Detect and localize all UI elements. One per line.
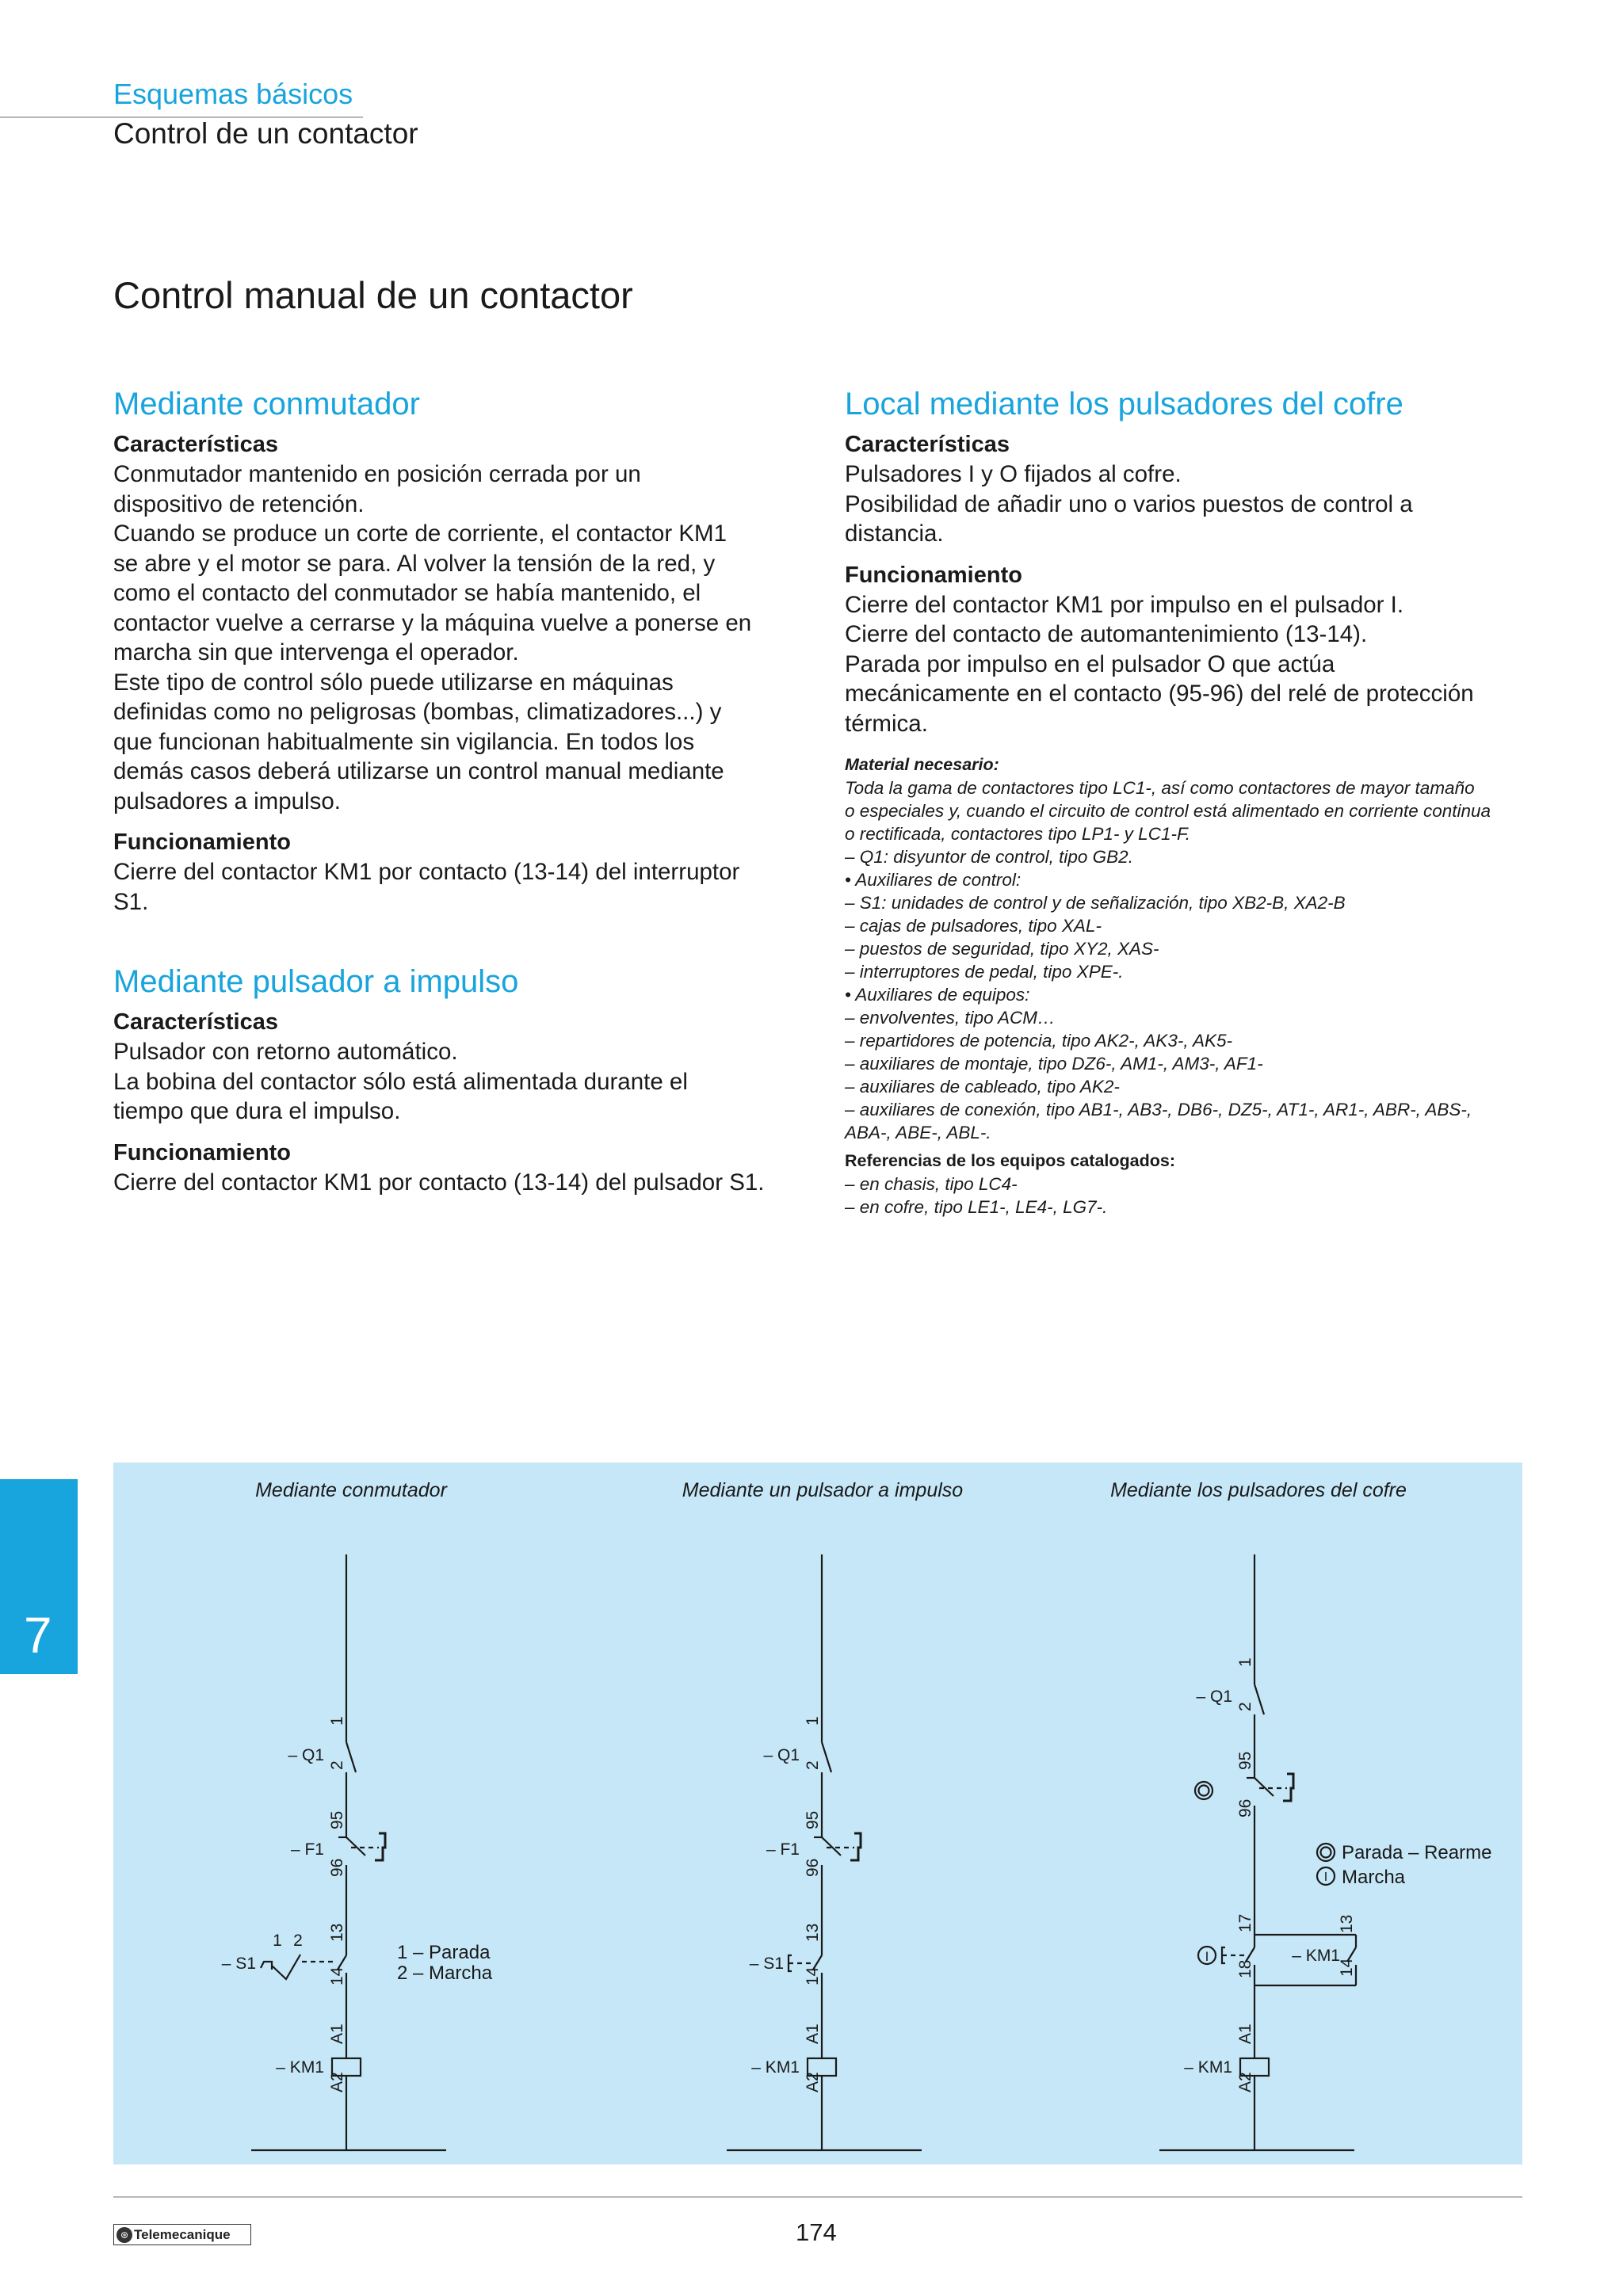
text-line: definidas como no peligrosas (bombas, climatizadores...) y <box>113 699 722 725</box>
caption-conmutador: Mediante conmutador <box>255 1479 447 1501</box>
terminal-a2: A2 <box>328 2072 346 2092</box>
caption-pulsador-impulso: Mediante un pulsador a impulso <box>682 1479 964 1501</box>
material-line: • Auxiliares de equipos: <box>845 985 1030 1005</box>
text-line: Cuando se produce un corte de corriente, el contactor KM1 <box>113 521 727 547</box>
chapter-number: 7 <box>24 1607 52 1664</box>
text-line: La bobina del contactor sólo está alimentada durante el <box>113 1068 688 1095</box>
label-q1: – Q1 <box>1196 1688 1232 1706</box>
material-line: ABA-, ABE-, ABL-. <box>845 1123 991 1142</box>
terminal-2: 2 <box>328 1760 346 1770</box>
text-line: Cierre del contactor KM1 por contacto (13-14) del pulsador S1. <box>113 1169 765 1196</box>
material-line: – repartidores de potencia, tipo AK2-, AK3-, AK5- <box>845 1031 1233 1051</box>
terminal-2: 2 <box>804 1760 822 1770</box>
switch-pos-1: 1 <box>273 1932 282 1950</box>
material-line: o especiales y, cuando el circuito de control está alimentado en corriente continua <box>845 801 1491 821</box>
terminal-13: 13 <box>328 1923 346 1942</box>
heading-funcionamiento: Funcionamiento <box>845 562 1022 588</box>
material-line: – Q1: disyuntor de control, tipo GB2. <box>845 847 1133 867</box>
heading-pulsador-impulso: Mediante pulsador a impulso <box>113 964 519 999</box>
f1-contact-blade <box>346 1837 365 1855</box>
terminal-13: 13 <box>804 1923 822 1942</box>
material-line: • Auxiliares de control: <box>845 870 1022 890</box>
f1-contact-blade <box>822 1837 841 1855</box>
terminal-96: 96 <box>328 1858 346 1877</box>
text-line: contactor vuelve a cerrarse y la máquina vuelve a ponerse en <box>113 609 752 636</box>
telemecanique-logo-icon: ⊛ <box>116 2227 132 2243</box>
q1-contact-blade <box>346 1742 356 1772</box>
text-line: térmica. <box>845 710 928 737</box>
label-s1: – S1 <box>221 1955 256 1973</box>
caption-pulsadores-cofre: Mediante los pulsadores del cofre <box>1110 1479 1407 1501</box>
terminal-1: 1 <box>328 1716 346 1726</box>
text-line: Cierre del contacto de automantenimiento (13-14). <box>845 621 1368 647</box>
text-line: se abre y el motor se para. Al volver la tensión de la red, y <box>113 550 716 577</box>
terminal-a2: A2 <box>1236 2072 1254 2092</box>
q1-contact-blade <box>1254 1684 1264 1714</box>
switch-pos-2: 2 <box>293 1932 303 1950</box>
diagram-panel <box>113 1463 1522 2164</box>
legend-stop-o <box>1321 1848 1331 1858</box>
label-km1: – KM1 <box>751 2058 800 2077</box>
label-km1-aux: – KM1 <box>1292 1947 1340 1965</box>
section-subtitle: Control de un contactor <box>113 117 418 150</box>
section-label: Esquemas básicos <box>113 78 353 110</box>
terminal-1: 1 <box>804 1716 822 1726</box>
text-line: distancia. <box>845 521 944 547</box>
terminal-14: 14 <box>1338 1958 1356 1977</box>
text-line: Cierre del contactor KM1 por contacto (13-14) del interruptor <box>113 859 740 885</box>
wiring-diagrams <box>113 1463 1522 2164</box>
start-symbol-i: I <box>1205 1949 1209 1964</box>
text-line: dispositivo de retención. <box>113 490 365 517</box>
reference-line: – en chasis, tipo LC4- <box>845 1174 1018 1194</box>
heading-caracteristicas: Características <box>113 1009 278 1035</box>
material-line: – cajas de pulsadores, tipo XAL- <box>845 916 1102 936</box>
legend-stop-circle <box>1317 1844 1335 1861</box>
terminal-a1: A1 <box>804 2023 822 2044</box>
legend-parada: 1 – Parada <box>397 1942 491 1963</box>
material-line: – S1: unidades de control y de señalización, tipo XB2-B, XA2-B <box>845 893 1346 913</box>
material-line: – interruptores de pedal, tipo XPE-. <box>845 962 1124 982</box>
terminal-96: 96 <box>1236 1798 1254 1817</box>
text-line: como el contacto del conmutador se había mantenido, el <box>113 580 701 606</box>
legend-marcha: 2 – Marcha <box>397 1962 493 1984</box>
terminal-1: 1 <box>1236 1657 1254 1667</box>
page-title: Control manual de un contactor <box>113 274 633 316</box>
brand-logo <box>113 2224 251 2245</box>
heading-funcionamiento: Funcionamiento <box>113 1139 291 1165</box>
heading-pulsadores-cofre: Local mediante los pulsadores del cofre <box>845 387 1403 421</box>
thermal-relay-symbol <box>1283 1774 1293 1801</box>
stop-symbol-o <box>1199 1786 1209 1796</box>
reference-line: – en cofre, tipo LE1-, LE4-, LG7-. <box>845 1197 1108 1217</box>
material-line: – auxiliares de montaje, tipo DZ6-, AM1-, AM3-, AF1- <box>845 1054 1263 1074</box>
legend-parada-rearme: Parada – Rearme <box>1342 1842 1492 1863</box>
terminal-14: 14 <box>328 1966 346 1985</box>
terminal-13: 13 <box>1338 1914 1356 1933</box>
text-line: Parada por impulso en el pulsador O que actúa <box>845 650 1335 677</box>
heading-funcionamiento: Funcionamiento <box>113 830 291 855</box>
text-line: mecánicamente en el contacto (95-96) del relé de protección <box>845 681 1474 707</box>
label-km1: – KM1 <box>1184 2058 1232 2077</box>
footer-divider <box>113 2196 1522 2198</box>
material-line: o rectificada, contactores tipo LP1- y LC1-F. <box>845 824 1191 844</box>
terminal-a1: A1 <box>1236 2023 1254 2044</box>
heading-caracteristicas: Características <box>113 432 278 457</box>
label-s1: – S1 <box>749 1955 784 1973</box>
terminal-a1: A1 <box>328 2023 346 2044</box>
material-line: – auxiliares de cableado, tipo AK2- <box>845 1077 1120 1097</box>
text-line: demás casos deberá utilizarse un control manual mediante <box>113 758 724 784</box>
terminal-95: 95 <box>328 1810 346 1829</box>
terminal-17: 17 <box>1236 1913 1254 1932</box>
label-q1: – Q1 <box>288 1746 324 1764</box>
heading-referencias: Referencias de los equipos catalogados: <box>845 1151 1175 1170</box>
terminal-95: 95 <box>1236 1751 1254 1770</box>
text-line: pulsadores a impulso. <box>113 788 341 814</box>
q1-contact-blade <box>822 1742 831 1772</box>
material-line: Toda la gama de contactores tipo LC1-, así como contactores de mayor tamaño <box>845 778 1475 798</box>
text-line: Posibilidad de añadir uno o varios puestos de control a <box>845 490 1413 517</box>
heading-conmutador: Mediante conmutador <box>113 387 420 421</box>
terminal-96: 96 <box>804 1858 822 1877</box>
text-line: Cierre del contactor KM1 por impulso en el pulsador I. <box>845 591 1404 618</box>
text-line: Pulsador con retorno automático. <box>113 1039 458 1065</box>
legend-start-i: I <box>1323 1871 1328 1884</box>
terminal-18: 18 <box>1236 1959 1254 1978</box>
heading-material: Material necesario: <box>845 755 999 774</box>
text-line: tiempo que dura el impulso. <box>113 1098 401 1124</box>
right-column <box>845 385 1542 1219</box>
stop-symbol-circle <box>1195 1782 1212 1799</box>
label-f1: – F1 <box>290 1840 324 1859</box>
s1-actuator <box>261 1962 272 1970</box>
legend-marcha: Marcha <box>1342 1867 1406 1888</box>
thermal-relay-symbol <box>850 1833 861 1860</box>
terminal-a2: A2 <box>804 2072 822 2092</box>
terminal-14: 14 <box>804 1966 822 1985</box>
terminal-2: 2 <box>1236 1702 1254 1711</box>
label-km1: – KM1 <box>276 2058 324 2077</box>
text-line: S1. <box>113 888 149 915</box>
material-line: – envolventes, tipo ACM… <box>845 1008 1056 1028</box>
text-line: Conmutador mantenido en posición cerrada por un <box>113 461 641 487</box>
text-line: Este tipo de control sólo puede utilizarse en máquinas <box>113 669 674 696</box>
text-line: marcha sin que intervenga el operador. <box>113 639 519 666</box>
label-f1: – F1 <box>766 1840 800 1859</box>
label-q1: – Q1 <box>763 1746 800 1764</box>
text-line: que funcionan habitualmente sin vigilancia. En todos los <box>113 728 695 755</box>
material-line: – auxiliares de conexión, tipo AB1-, AB3-, DB6-, DZ5-, AT1-, AR1-, ABR-, ABS-, <box>845 1100 1472 1119</box>
s1-selector <box>272 1955 300 1979</box>
heading-caracteristicas: Características <box>845 432 1010 457</box>
chapter-tab <box>0 1479 78 1674</box>
i-contact-blade <box>1246 1947 1254 1962</box>
body-caracteristicas <box>113 460 811 816</box>
brand-name: Telemecanique <box>134 2226 231 2242</box>
left-column <box>113 385 811 1197</box>
thermal-relay-symbol <box>375 1833 385 1860</box>
f1-contact-blade <box>1254 1778 1274 1796</box>
text-line: Pulsadores I y O fijados al cofre. <box>845 461 1182 487</box>
material-line: – puestos de seguridad, tipo XY2, XAS- <box>845 939 1159 959</box>
page-number: 174 <box>796 2218 837 2246</box>
terminal-95: 95 <box>804 1810 822 1829</box>
